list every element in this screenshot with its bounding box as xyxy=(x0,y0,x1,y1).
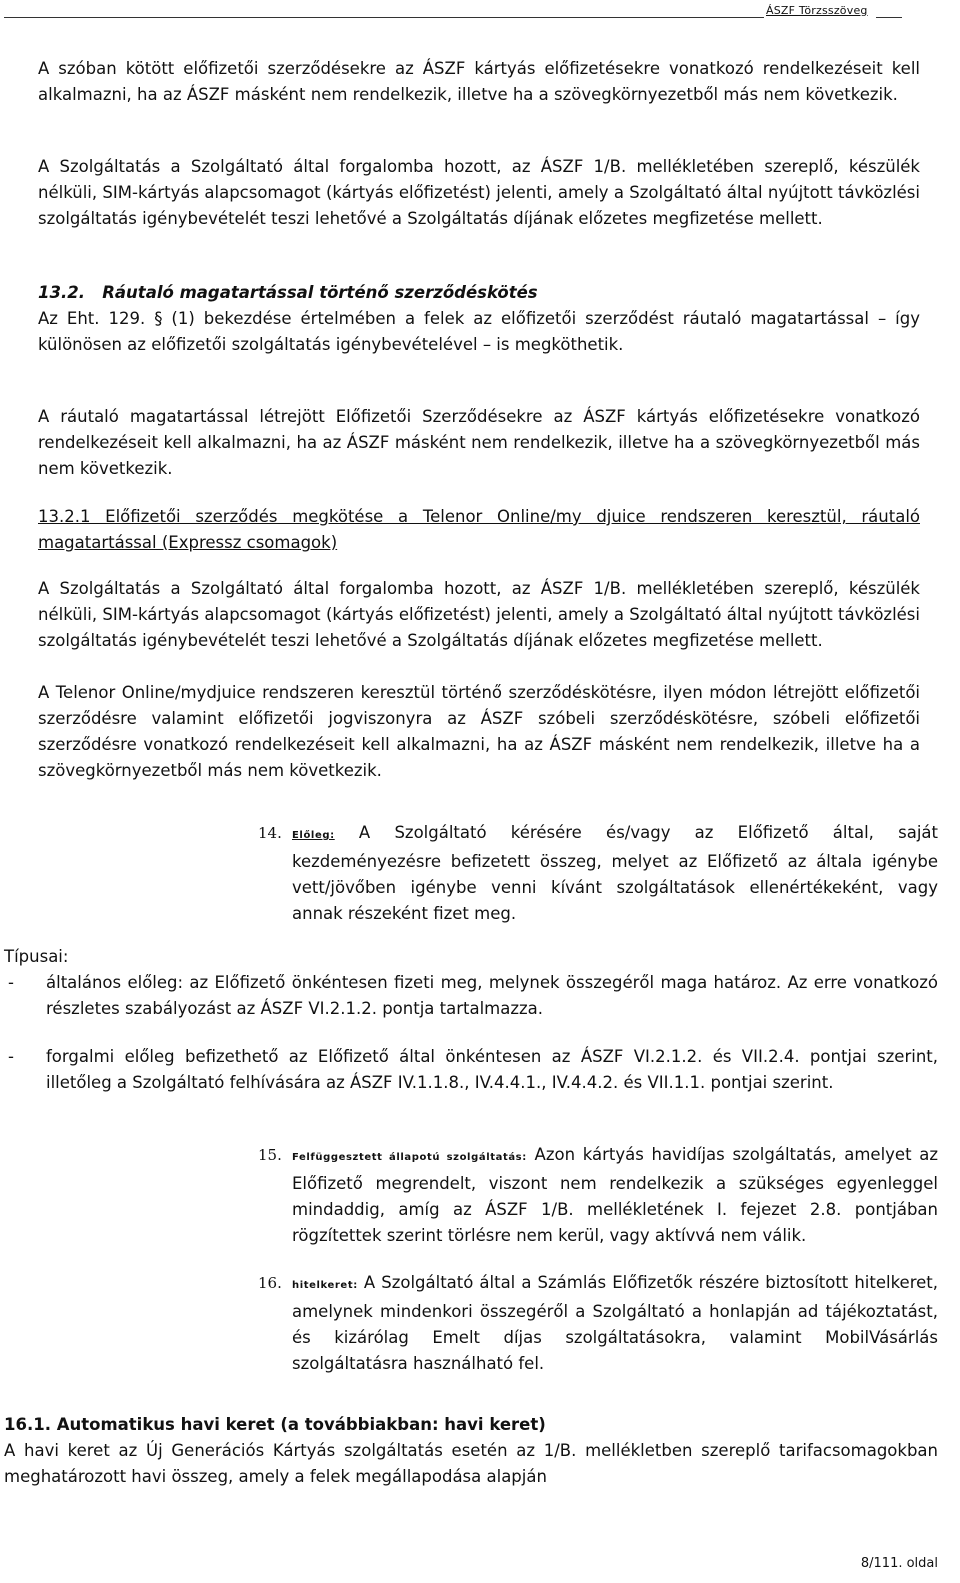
page-number: 8/111. oldal xyxy=(860,1556,938,1571)
types-label: Típusai: xyxy=(4,947,69,966)
term-14-text: A Szolgáltató kérésére és/vagy az Előfizető által, saját kezdeményezésre befizetett összeg, melyet az Előfizető az általa igénybe vett/jövőben igénybe venni kívánt szolgáltatások ellenértékeként, vagy annak részeként fizet meg. xyxy=(292,823,938,923)
header-title: ÁSZF Törzsszöveg xyxy=(766,4,868,17)
header-rule-end xyxy=(876,17,902,18)
list-item-text: általános előleg: az Előfizető önkéntesen fizeti meg, melynek összegéről maga határoz. Az erre vonatkozó részletes szabályozást az ÁSZF VI.2.1.2. pontja tartalmazza. xyxy=(46,973,938,1018)
term-14-label: Előleg: xyxy=(292,830,335,841)
term-15-label: Felfüggesztett állapotú szolgáltatás: xyxy=(292,1152,527,1163)
list-bullet: - xyxy=(8,1047,14,1066)
term-16-definition xyxy=(292,1270,938,1377)
paragraph-monthly-limit: A havi keret az Új Generációs Kártyás szolgáltatás esetén az 1/B. mellékletben szereplő tarifacsomagokban meghatározott havi összeg, amely a felek megállapodása alapján xyxy=(4,1441,938,1486)
section-heading-13-2 xyxy=(38,280,538,306)
list-item xyxy=(4,970,938,1022)
section-heading-16-1: 16.1. Automatikus havi keret (a továbbiakban: havi keret) xyxy=(4,1415,546,1434)
term-15-text: Azon kártyás havidíjas szolgáltatás, amelyet az Előfizető megrendelt, viszont nem rendelkezik a szükséges egyenleggel mindaddig, amíg az ÁSZF 1/B. mellékletének I. fejezet 2.8. pontjában rögzítettek szerint törlésre nem kerül, vagy aktívvá nem válik. xyxy=(292,1145,938,1245)
section-number: 13.2. xyxy=(38,283,85,302)
term-number-15: 15. xyxy=(258,1146,282,1164)
term-16-label: hitelkeret: xyxy=(292,1280,358,1291)
list-item-text: forgalmi előleg befizethető az Előfizető által önkéntesen az ÁSZF VI.2.1.2. és VII.2.4. pontjai szerint, illetőleg a Szolgáltató felhívására az ÁSZF IV.1.1.8., IV.4.4.1., IV.4.4.2. és VII.1.1. pontjai szerint. xyxy=(46,1047,938,1092)
paragraph-implied-conduct: Az Eht. 129. § (1) bekezdése értelmében a felek az előfizetői szerződést ráutaló magatartással – így különösen az előfizetői szolgáltatás igénybevételével – is megköthetik. xyxy=(38,309,920,354)
list-bullet: - xyxy=(8,973,14,992)
list-item xyxy=(4,1044,938,1096)
header-rule xyxy=(4,17,764,18)
page-header xyxy=(0,2,960,20)
section-title: Ráutaló magatartással történő szerződéskötés xyxy=(102,283,538,302)
term-16-text: A Szolgáltató által a Számlás Előfizetők részére biztosított hitelkeret, amelynek mindenkori összegéről a Szolgáltató a honlapján ad tájékoztatást, és kizárólag Emelt díjas szolgáltatásokra, valamint MobilVásárlás szolgáltatásra használható fel. xyxy=(292,1273,938,1373)
paragraph-implied-contracts: A ráutaló magatartással létrejött Előfizetői Szerződésekre az ÁSZF kártyás előfizetésekre vonatkozó rendelkezéseit kell alkalmazni, ha az ÁSZF másként nem rendelkezik, illetve ha a szövegkörnyezetből más nem következik. xyxy=(38,407,920,478)
paragraph-scope: A szóban kötött előfizetői szerződésekre az ÁSZF kártyás előfizetésekre vonatkozó rendelkezéseit kell alkalmazni, ha az ÁSZF másként nem rendelkezik, illetve ha a szövegkörnyezetből más nem következik. xyxy=(38,59,920,104)
paragraph-online-contract: A Telenor Online/mydjuice rendszeren keresztül történő szerződéskötésre, ilyen módon létrejött előfizetői szerződésre valamint előfizetői jogviszonyra az ÁSZF szóbeli szerződéskötésre, szóbeli előfizetői szerződésre vonatkozó rendelkezéseit kell alkalmazni, ha az ÁSZF másként nem rendelkezik, illetve ha a szövegkörnyezetből más nem következik. xyxy=(38,683,920,780)
term-14-definition xyxy=(292,820,938,927)
term-number-14: 14. xyxy=(258,824,282,842)
term-number-16: 16. xyxy=(258,1274,282,1292)
term-15-definition xyxy=(292,1142,938,1249)
paragraph-service-definition: A Szolgáltatás a Szolgáltató által forgalomba hozott, az ÁSZF 1/B. mellékletében szereplő, készülék nélküli, SIM-kártyás alapcsomagot (kártyás előfizetést) jelenti, amely a Szolgáltató által nyújtott távközlési szolgáltatás igénybevételét teszi lehetővé a Szolgáltatás díjának előzetes megfizetése mellett. xyxy=(38,157,920,228)
paragraph-service-definition-2: A Szolgáltatás a Szolgáltató által forgalomba hozott, az ÁSZF 1/B. mellékletében szereplő, készülék nélküli, SIM-kártyás alapcsomagot (kártyás előfizetést) jelenti, amely a Szolgáltató által nyújtott távközlési szolgáltatás igénybevételét teszi lehetővé a Szolgáltatás díjának előzetes megfizetése mellett. xyxy=(38,579,920,650)
section-heading-13-2-1: 13.2.1 Előfizetői szerződés megkötése a Telenor Online/my djuice rendszeren keresztül, ráutaló magatartással (Expressz csomagok) xyxy=(38,507,920,552)
